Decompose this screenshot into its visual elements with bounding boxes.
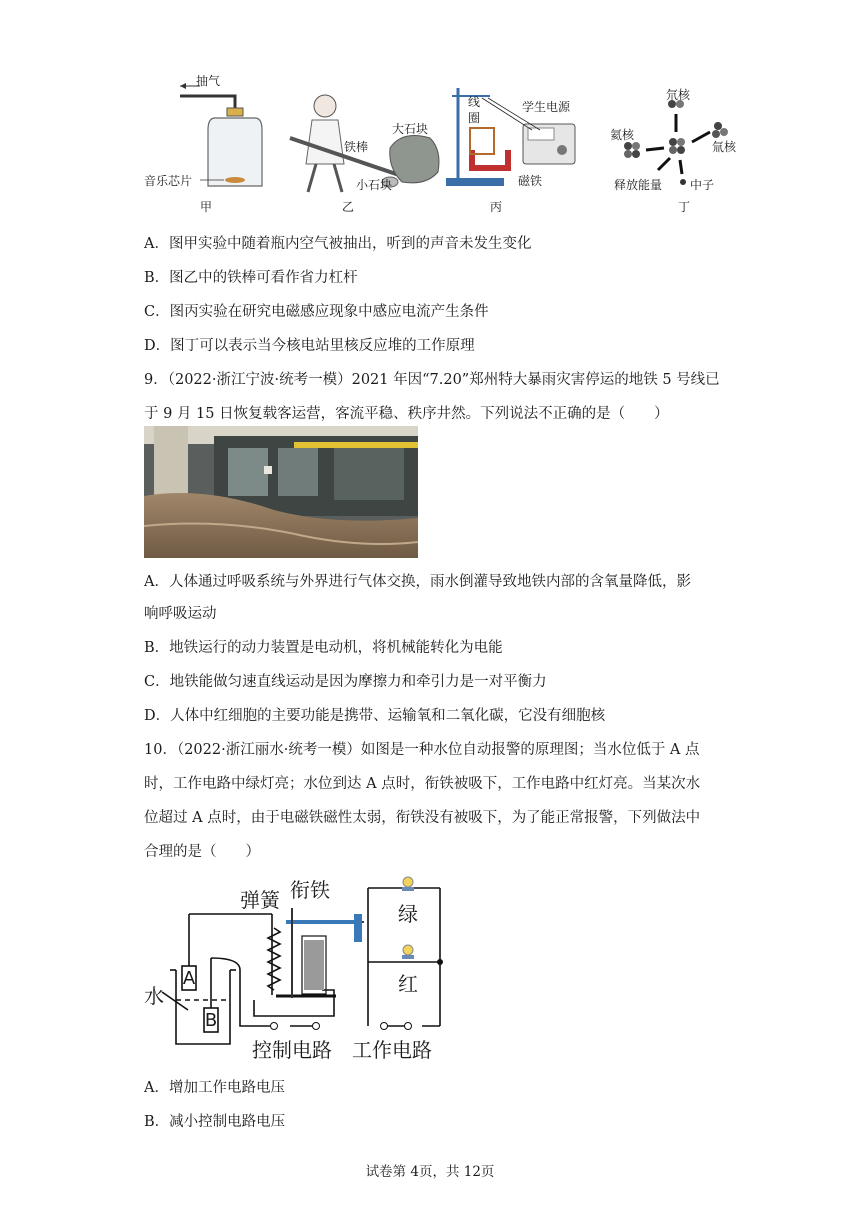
q9-option-a-line2: 响呼吸运动 [144, 606, 217, 622]
control-circuit-label: 控制电路 [252, 1038, 332, 1062]
work-circuit-label: 工作电路 [352, 1038, 432, 1062]
q9-option-b: B．地铁运行的动力装置是电动机，将机械能转化为电能 [144, 640, 503, 656]
q10-stem-line2: 时，工作电路中绿灯亮；水位到达 A 点时，衔铁被吸下，工作电路中红灯亮。当某次水 [144, 776, 701, 792]
q9-stem-line1: 9．（2022·浙江宁波·统考一模）2021 年因“7.20”郑州特大暴雨灾害停运的地铁 5 号线已 [144, 372, 720, 388]
bulb-icon [402, 877, 414, 891]
q9-option-d: D．人体中红细胞的主要功能是携带、运输氧和二氧化碳，它没有细胞核 [144, 708, 606, 724]
q9-option-c: C．地铁能做匀速直线运动是因为摩擦力和牵引力是一对平衡力 [144, 674, 547, 690]
subway-photo [144, 426, 418, 558]
q8-option-a: A．图甲实验中随着瓶内空气被抽出，听到的声音未发生变化 [144, 236, 532, 252]
jar-apparatus [180, 83, 262, 186]
chip-label: 音乐芯片 [144, 174, 193, 188]
green-lamp-label: 绿 [398, 902, 418, 926]
rod-label: 铁棒 [344, 140, 369, 154]
red-lamp-label: 红 [398, 972, 418, 996]
power-label: 学生电源 [522, 100, 571, 114]
q9-option-a-line1: A．人体通过呼吸系统与外界进行气体交换，雨水倒灌导致地铁内部的含氧量降低，影 [144, 574, 691, 590]
q10-option-b: B．减小控制电路电压 [144, 1114, 286, 1130]
page-footer: 试卷第 4页，共 12页 [365, 1164, 495, 1180]
tritium-label: 氚核 [712, 140, 737, 154]
caption-jia: 甲 [200, 200, 213, 214]
energy-label: 释放能量 [614, 178, 663, 192]
spring-label: 弹簧 [240, 888, 280, 912]
q8-option-d: D．图丁可以表示当今核电站里核反应堆的工作原理 [144, 338, 475, 354]
armature-label: 衔铁 [290, 878, 330, 902]
pump-label: 抽气 [196, 74, 221, 88]
magnet-label: 磁铁 [518, 174, 543, 188]
neutron-label: 中子 [690, 178, 715, 192]
q8-option-c: C．图丙实验在研究电磁感应现象中感应电流产生条件 [144, 304, 489, 320]
bulb-icon [402, 945, 414, 959]
deuterium-label: 氘核 [666, 88, 691, 102]
helium-label: 氦核 [610, 128, 635, 142]
q8-figure-svg [140, 68, 740, 218]
q8-option-b: B．图乙中的铁棒可看作省力杠杆 [144, 270, 358, 286]
q10-stem-line4: 合理的是（ ） [144, 844, 260, 860]
q10-stem-line1: 10．（2022·浙江丽水·统考一模）如图是一种水位自动报警的原理图；当水位低于 A 点 [144, 742, 700, 758]
small-stone-label: 小石块 [356, 178, 393, 192]
q10-option-a: A．增加工作电路电压 [144, 1080, 285, 1096]
water-alarm-diagram [140, 870, 450, 1066]
water-label: 水 [144, 984, 164, 1008]
q10-stem-line3: 位超过 A 点时，由于电磁铁磁性太弱，衔铁没有被吸下，为了能正常报警，下列做法中 [144, 810, 701, 826]
probe-a-label: A [182, 968, 196, 989]
caption-ding: 丁 [678, 200, 691, 214]
caption-bing: 丙 [490, 200, 503, 214]
probe-b-label: B [204, 1010, 218, 1031]
big-stone-label: 大石块 [392, 122, 429, 136]
q9-stem-line2: 于 9 月 15 日恢复载客运营，客流平稳、秩序井然。下列说法不正确的是（ ） [144, 406, 669, 422]
q8-figure [140, 68, 740, 218]
caption-yi: 乙 [342, 200, 355, 214]
coil-label: 线圈 [468, 95, 481, 125]
